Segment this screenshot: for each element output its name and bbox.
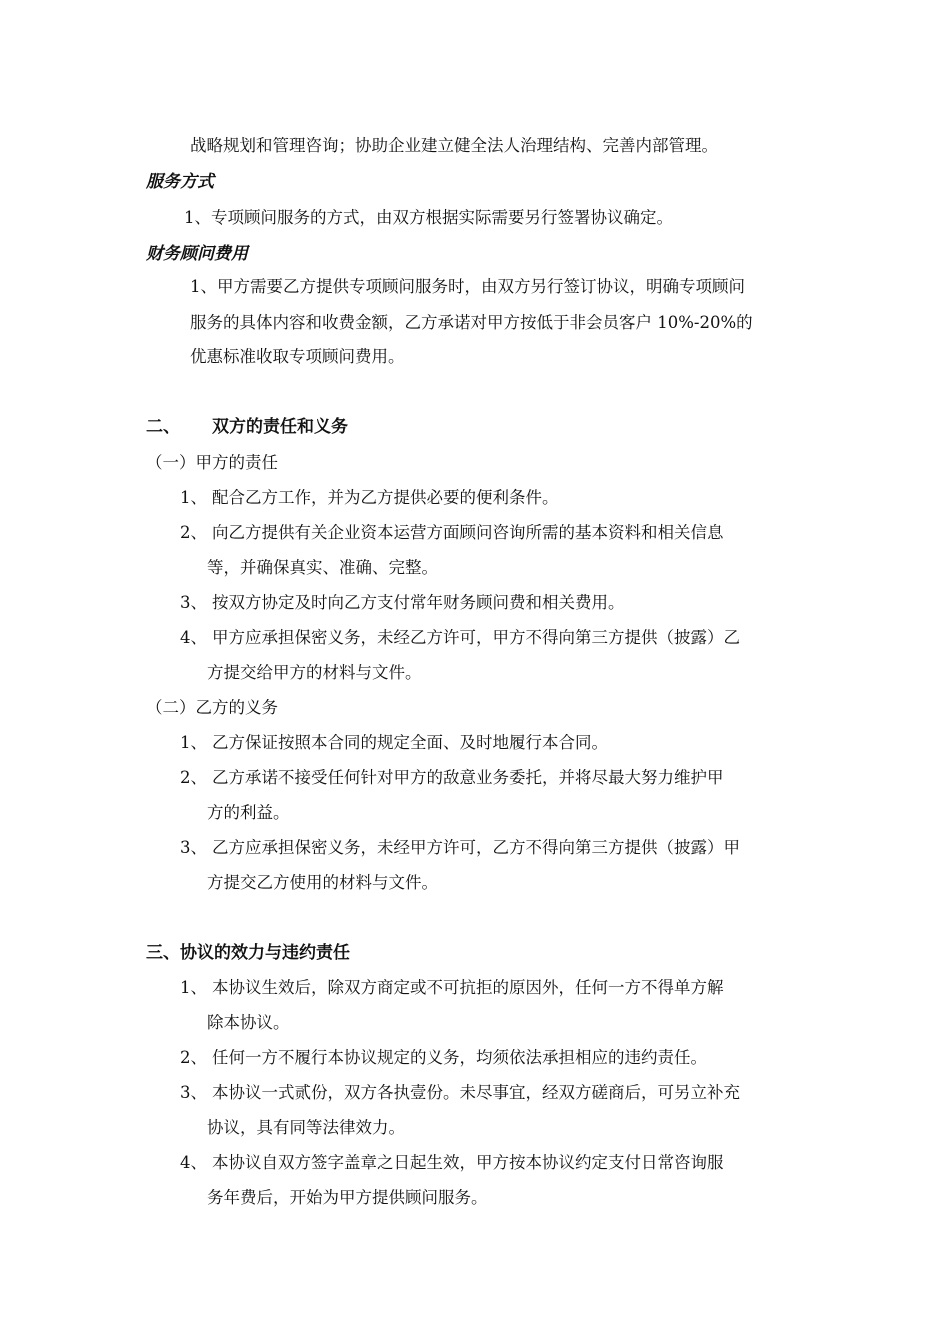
list-item-continuation: 方提交乙方使用的材料与文件。 [207, 873, 438, 892]
list-item-continuation: 等，并确保真实、准确、完整。 [207, 558, 438, 577]
list-number: 4、 [180, 628, 207, 647]
list-item: 乙方应承担保密义务，未经甲方许可，乙方不得向第三方提供（披露）甲 [212, 838, 740, 857]
section-heading-3: 三、协议的效力与违约责任 [146, 943, 350, 963]
list-number: 2、 [180, 768, 207, 787]
list-number: 2、 [180, 1048, 207, 1067]
list-item-continuation: 协议，具有同等法律效力。 [207, 1118, 405, 1137]
list-number: 1、 [180, 978, 207, 997]
section-heading-2-title: 双方的责任和义务 [212, 417, 348, 437]
heading-service-method: 服务方式 [146, 172, 214, 192]
list-item: 乙方保证按照本合同的规定全面、及时地履行本合同。 [212, 733, 608, 752]
list-item-continuation: 务年费后，开始为甲方提供顾问服务。 [207, 1188, 488, 1207]
subheading-party-a-responsibility: （一）甲方的责任 [146, 453, 278, 472]
paragraph-line: 服务的具体内容和收费金额，乙方承诺对甲方按低于非会员客户 10%-20%的 [190, 313, 753, 332]
list-number: 4、 [180, 1153, 207, 1172]
list-item: 任何一方不履行本协议规定的义务，均须依法承担相应的违约责任。 [212, 1048, 707, 1067]
list-number: 1、 [180, 733, 207, 752]
list-number: 1、 [180, 488, 207, 507]
list-item: 甲方应承担保密义务，未经乙方许可，甲方不得向第三方提供（披露）乙 [212, 628, 740, 647]
subheading-party-b-obligation: （二）乙方的义务 [146, 698, 278, 717]
list-item: 本协议生效后，除双方商定或不可抗拒的原因外，任何一方不得单方解 [212, 978, 724, 997]
list-item: 向乙方提供有关企业资本运营方面顾问咨询所需的基本资料和相关信息 [212, 523, 724, 542]
list-number: 3、 [180, 593, 207, 612]
list-item: 乙方承诺不接受任何针对甲方的敌意业务委托，并将尽最大努力维护甲 [212, 768, 724, 787]
list-item-continuation: 方的利益。 [207, 803, 290, 822]
list-item-continuation: 方提交给甲方的材料与文件。 [207, 663, 422, 682]
list-number: 3、 [180, 1083, 207, 1102]
list-item: 按双方协定及时向乙方支付常年财务顾问费和相关费用。 [212, 593, 625, 612]
section-heading-2-number: 二、 [146, 417, 180, 437]
list-item: 配合乙方工作，并为乙方提供必要的便利条件。 [212, 488, 559, 507]
list-number: 2、 [180, 523, 207, 542]
paragraph-line: 1、甲方需要乙方提供专项顾问服务时，由双方另行签订协议，明确专项顾问 [190, 277, 745, 296]
paragraph-line: 优惠标准收取专项顾问费用。 [190, 347, 405, 366]
list-number: 3、 [180, 838, 207, 857]
list-item-continuation: 除本协议。 [207, 1013, 290, 1032]
paragraph-line: 战略规划和管理咨询；协助企业建立健全法人治理结构、完善内部管理。 [190, 136, 718, 155]
paragraph-line: 1、专项顾问服务的方式，由双方根据实际需要另行签署协议确定。 [184, 208, 673, 227]
list-item: 本协议自双方签字盖章之日起生效，甲方按本协议约定支付日常咨询服 [212, 1153, 724, 1172]
heading-advisory-fee: 财务顾问费用 [146, 244, 248, 264]
list-item: 本协议一式贰份，双方各执壹份。未尽事宜，经双方磋商后，可另立补充 [212, 1083, 740, 1102]
